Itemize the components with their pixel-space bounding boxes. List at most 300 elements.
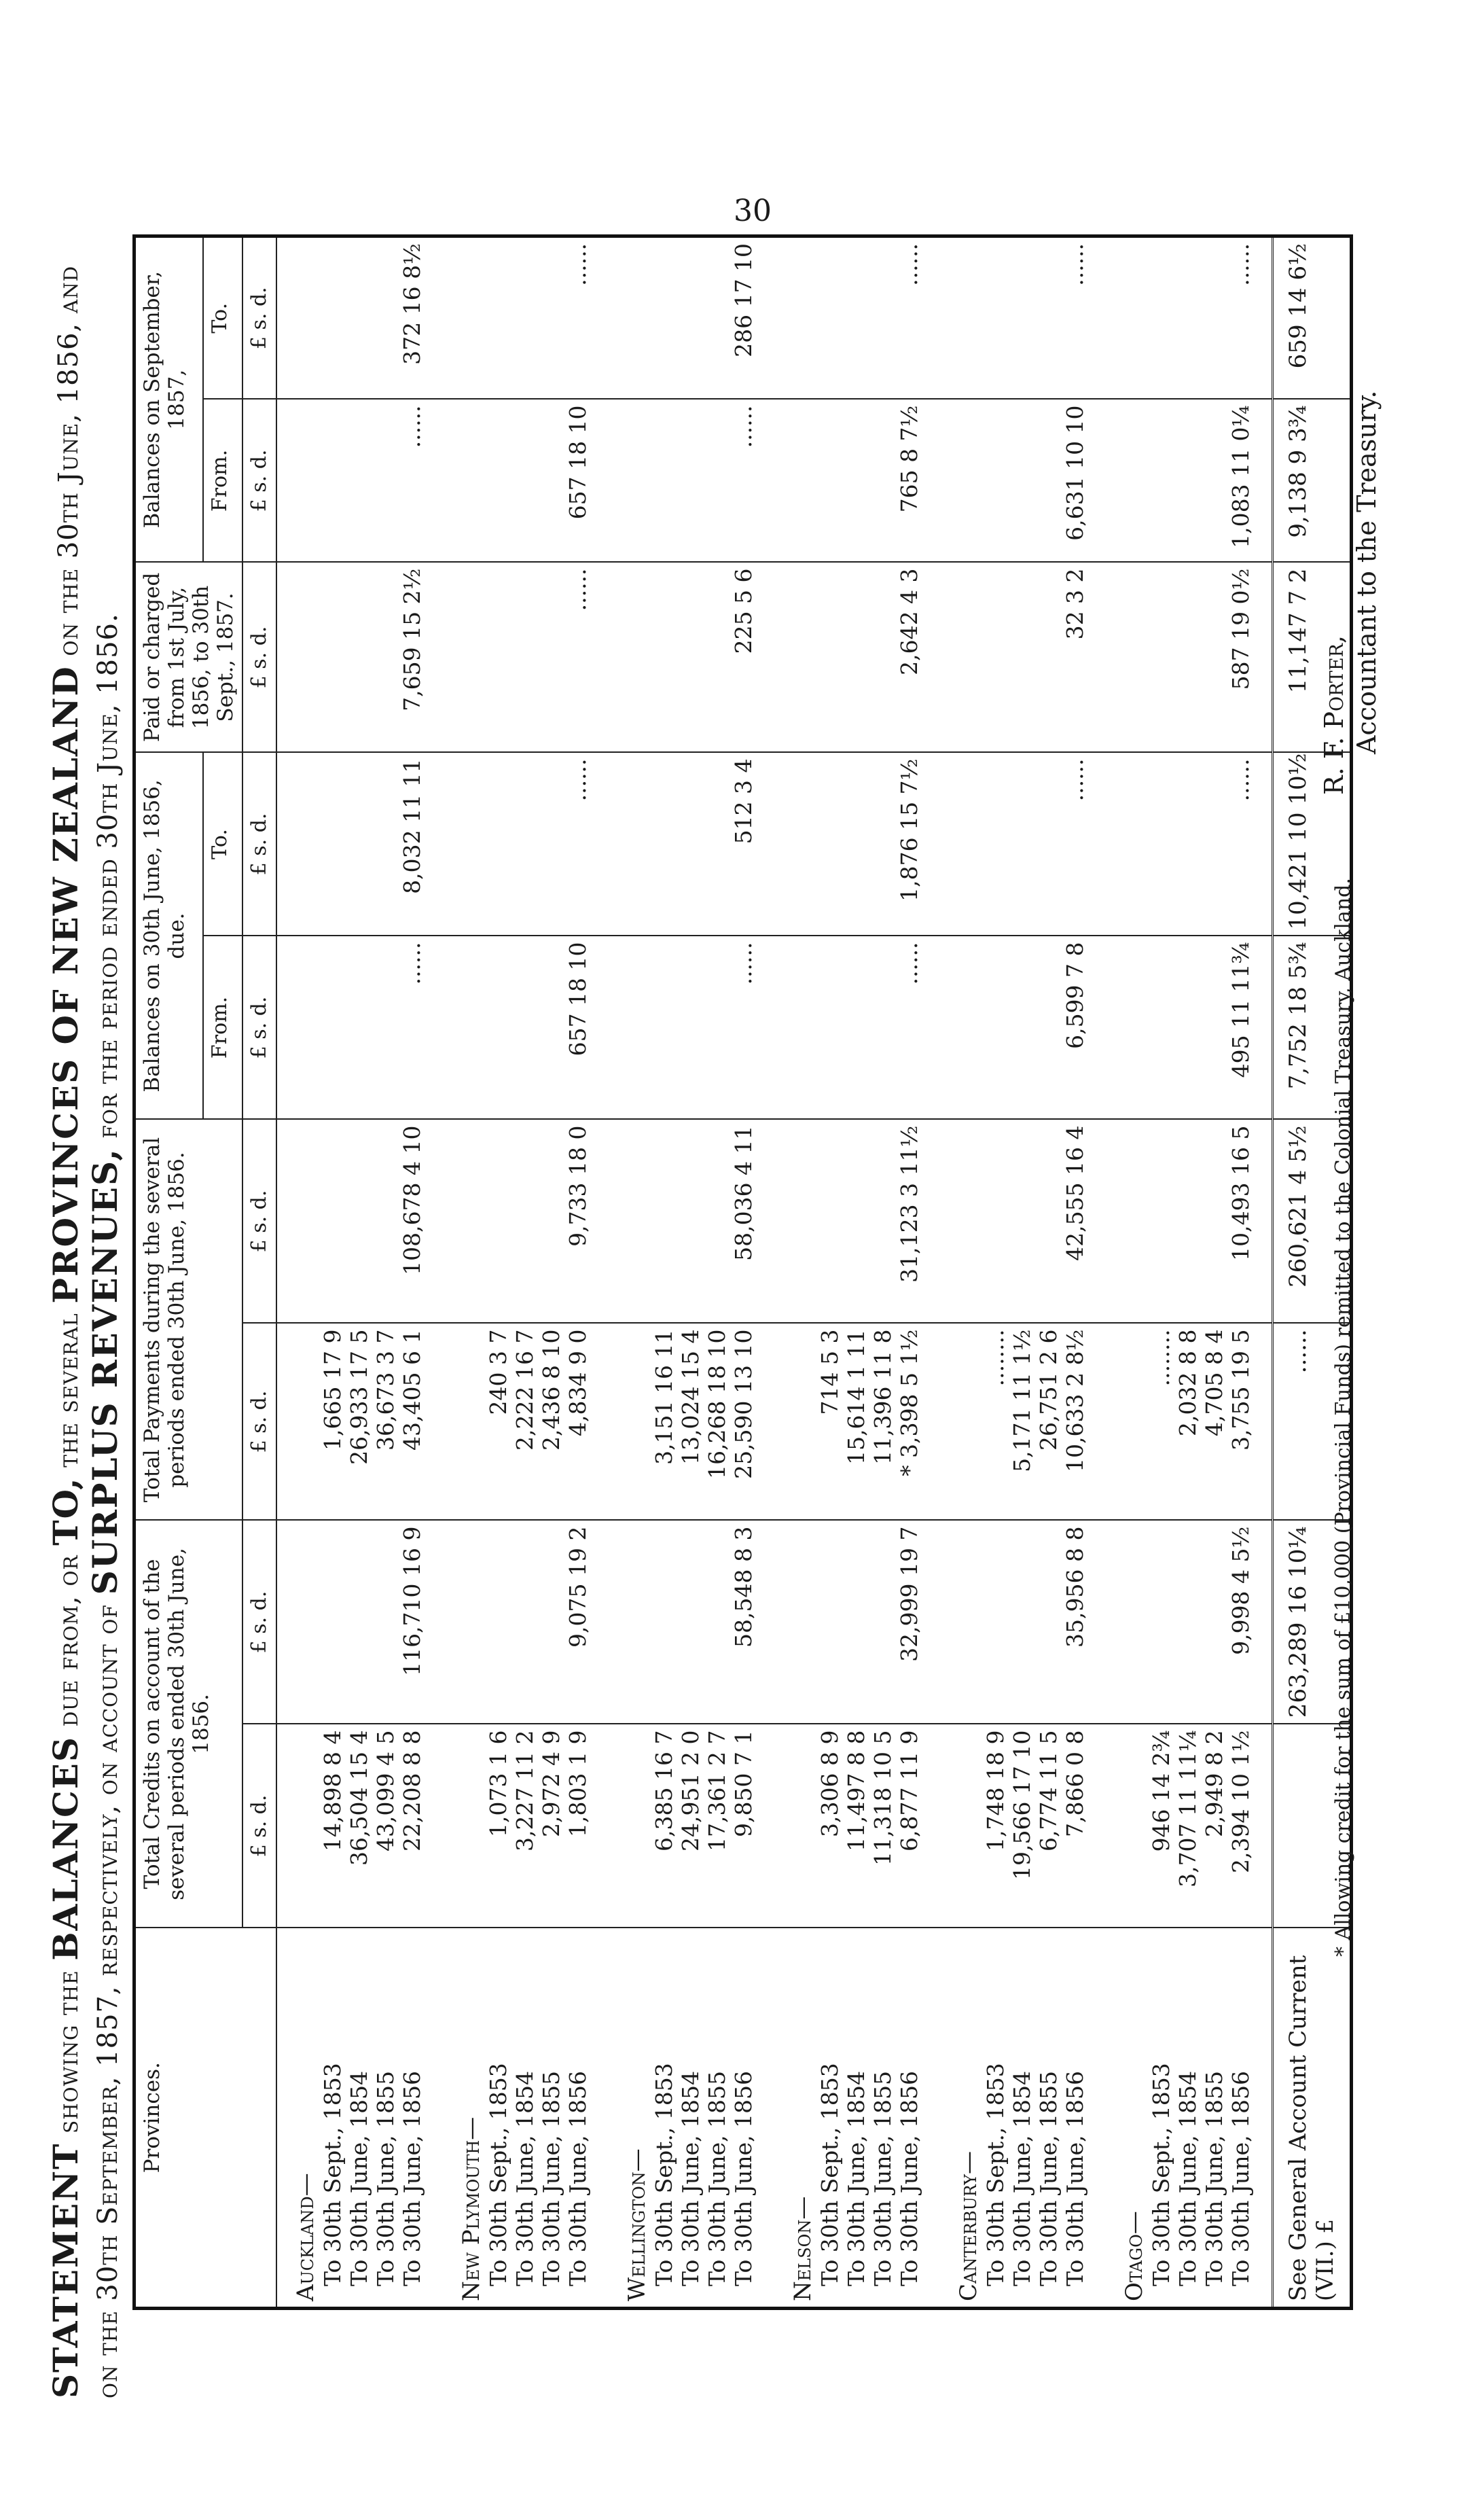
- empty-cell: [372, 562, 399, 752]
- empty-cell: [443, 236, 485, 399]
- empty-cell: [538, 752, 564, 936]
- province-name: Canterbury—: [940, 1928, 982, 2309]
- empty-cell: [704, 752, 730, 936]
- empty-cell: [843, 936, 869, 1119]
- credit-value: 2,972 4 9: [538, 1724, 564, 1928]
- empty-cell: [982, 1520, 1009, 1724]
- empty-cell: [609, 1323, 651, 1520]
- empty-cell: [485, 236, 511, 399]
- rotated-page: [0, 231, 1426, 2473]
- period-label: To 30th June, 1854: [843, 1928, 869, 2309]
- credit-value: 11,318 10 5: [869, 1724, 896, 1928]
- bal-june-to-header: To.: [203, 752, 242, 936]
- title-part: showing the: [53, 1970, 84, 2133]
- credit-value: 1,803 1 9: [564, 1724, 609, 1928]
- empty-cell: [1201, 236, 1227, 399]
- credit-value: 946 14 2¾: [1148, 1724, 1174, 1928]
- credit-value: 19,566 17 10: [1009, 1724, 1035, 1928]
- empty-cell: [1174, 562, 1201, 752]
- final-sept-to: 659 14 6½: [1273, 236, 1352, 399]
- empty-cell: [940, 1520, 982, 1724]
- empty-cell: [1174, 399, 1201, 562]
- credit-total: 9,075 19 2: [564, 1520, 609, 1724]
- footnote: * Allowing credit for the sum of £10,000 (Provincial Funds) remitted to the Colonial Treasury, Auckland.: [1331, 878, 1355, 1957]
- period-label: To 30th June, 1856: [399, 1928, 443, 2309]
- final-payment: ......: [1273, 1323, 1352, 1520]
- table-row: [843, 236, 869, 2308]
- credit-value: 2,394 10 1½: [1227, 1724, 1273, 1928]
- empty-cell: [869, 562, 896, 752]
- paid-value: ......: [564, 562, 609, 752]
- empty-cell: [774, 752, 816, 936]
- payment-value: ........: [1148, 1323, 1174, 1520]
- empty-cell: [940, 399, 982, 562]
- period-label: To 30th June, 1854: [677, 1928, 704, 2309]
- final-bal-to: 10,421 10 10½: [1273, 752, 1352, 936]
- empty-cell: [1009, 1119, 1035, 1323]
- empty-cell: [443, 1520, 485, 1724]
- empty-cell: [276, 752, 319, 936]
- empty-cell: [511, 1520, 538, 1724]
- empty-cell: [1174, 1119, 1201, 1323]
- table-row: [1062, 236, 1106, 2308]
- payment-value: 2,436 8 10: [538, 1323, 564, 1520]
- province-name: Nelson—: [774, 1928, 816, 2309]
- period-label: To 30th June, 1856: [730, 1928, 774, 2309]
- empty-cell: [485, 562, 511, 752]
- period-label: To 30th June, 1855: [869, 1928, 896, 2309]
- empty-cell: [372, 399, 399, 562]
- empty-cell: [774, 562, 816, 752]
- empty-cell: [276, 236, 319, 399]
- empty-cell: [982, 1119, 1009, 1323]
- balance-june-from: ......: [896, 936, 940, 1119]
- empty-cell: [1201, 752, 1227, 936]
- empty-cell: [485, 1520, 511, 1724]
- paid-value: 225 5 6: [730, 562, 774, 752]
- empty-cell: [1106, 1520, 1148, 1724]
- unit-header: £ s. d.: [242, 1724, 276, 1928]
- empty-cell: [816, 1520, 843, 1724]
- empty-cell: [319, 1119, 346, 1323]
- empty-cell: [677, 752, 704, 936]
- empty-cell: [346, 752, 372, 936]
- empty-cell: [1201, 1119, 1227, 1323]
- table-row: [1009, 236, 1035, 2308]
- signature: [1318, 391, 1383, 795]
- empty-cell: [1106, 1323, 1148, 1520]
- empty-cell: [677, 236, 704, 399]
- empty-cell: [816, 236, 843, 399]
- bal-june-from-header: From.: [203, 936, 242, 1119]
- province-name: New Plymouth—: [443, 1928, 485, 2309]
- empty-cell: [276, 399, 319, 562]
- table-row: [896, 236, 940, 2308]
- empty-cell: [651, 236, 677, 399]
- balance-june-to: ......: [564, 752, 609, 936]
- final-label: See General Account Current (VII.) £: [1273, 1928, 1352, 2309]
- empty-cell: [816, 399, 843, 562]
- unit-header: £ s. d.: [242, 752, 276, 936]
- empty-cell: [1148, 562, 1174, 752]
- empty-cell: [346, 236, 372, 399]
- unit-header: £ s. d.: [242, 1119, 276, 1323]
- bal-sept-to-header: To.: [203, 236, 242, 399]
- table-row: [1201, 236, 1227, 2308]
- title-part: TO,: [46, 1476, 86, 1546]
- empty-cell: [609, 752, 651, 936]
- payment-value: 10,633 2 8½: [1062, 1323, 1106, 1520]
- credit-total: 32,999 19 7: [896, 1520, 940, 1724]
- empty-cell: [1035, 562, 1062, 752]
- table-row: [730, 236, 774, 2308]
- credit-value: 3,707 11 11¼: [1174, 1724, 1201, 1928]
- empty-cell: [511, 936, 538, 1119]
- signature-name: R. F. Porter,: [1319, 635, 1349, 795]
- empty-cell: [319, 562, 346, 752]
- payment-value: 26,751 2 6: [1035, 1323, 1062, 1520]
- table-row: [869, 236, 896, 2308]
- empty-cell: [346, 399, 372, 562]
- empty-cell: [774, 236, 816, 399]
- empty-cell: [1201, 399, 1227, 562]
- empty-cell: [346, 936, 372, 1119]
- paid-value: 32 3 2: [1062, 562, 1106, 752]
- payment-value: 26,933 17 5: [346, 1323, 372, 1520]
- empty-cell: [651, 562, 677, 752]
- empty-cell: [940, 752, 982, 936]
- empty-cell: [372, 236, 399, 399]
- empty-cell: [346, 1520, 372, 1724]
- empty-cell: [276, 936, 319, 1119]
- period-label: To 30th Sept., 1853: [982, 1928, 1009, 2309]
- final-sept-from: 9,138 9 3¾: [1273, 399, 1352, 562]
- empty-cell: [1035, 399, 1062, 562]
- empty-cell: [704, 399, 730, 562]
- balance-sept-to: ......: [1062, 236, 1106, 399]
- payment-total: 58,036 4 11: [730, 1119, 774, 1323]
- empty-cell: [677, 1119, 704, 1323]
- empty-cell: [1148, 936, 1174, 1119]
- empty-cell: [1148, 1119, 1174, 1323]
- empty-cell: [774, 1119, 816, 1323]
- payments-header: Total Payments during the several periods ended 30th June, 1856.: [134, 1119, 243, 1520]
- payment-value: * 3,398 5 1½: [896, 1323, 940, 1520]
- empty-cell: [651, 752, 677, 936]
- empty-cell: [511, 562, 538, 752]
- empty-cell: [1148, 1520, 1174, 1724]
- empty-cell: [869, 1119, 896, 1323]
- empty-cell: [816, 1119, 843, 1323]
- credit-value: 2,949 8 2: [1201, 1724, 1227, 1928]
- period-label: To 30th June, 1855: [1035, 1928, 1062, 2309]
- empty-cell: [1106, 1119, 1148, 1323]
- empty-cell: [319, 752, 346, 936]
- empty-cell: [1201, 936, 1227, 1119]
- table-row: [816, 236, 843, 2308]
- title-part: the several: [53, 1313, 84, 1468]
- empty-cell: [1009, 752, 1035, 936]
- table-row: [511, 236, 538, 2308]
- credit-value: 6,774 11 5: [1035, 1724, 1062, 1928]
- province-header-row: [940, 236, 982, 2308]
- empty-cell: [1201, 1520, 1227, 1724]
- empty-cell: [1201, 562, 1227, 752]
- empty-cell: [443, 1323, 485, 1520]
- payment-value: 714 5 3: [816, 1323, 843, 1520]
- empty-cell: [372, 1119, 399, 1323]
- balance-sept-to: ......: [1227, 236, 1273, 399]
- empty-cell: [346, 1119, 372, 1323]
- payment-value: 240 3 7: [485, 1323, 511, 1520]
- final-payment-total: 260,621 4 5½: [1273, 1119, 1352, 1323]
- empty-cell: [677, 936, 704, 1119]
- period-label: To 30th Sept., 1853: [816, 1928, 843, 2309]
- empty-cell: [704, 1520, 730, 1724]
- table-row: [704, 236, 730, 2308]
- period-label: To 30th Sept., 1853: [1148, 1928, 1174, 2309]
- empty-cell: [485, 936, 511, 1119]
- empty-cell: [1035, 752, 1062, 936]
- empty-cell: [843, 1119, 869, 1323]
- credit-value: 3,306 8 9: [816, 1724, 843, 1928]
- payment-total: 42,555 16 4: [1062, 1119, 1106, 1323]
- credit-value: 9,850 7 1: [730, 1724, 774, 1928]
- empty-cell: [1106, 236, 1148, 399]
- credit-value: 1,748 18 9: [982, 1724, 1009, 1928]
- period-label: To 30th June, 1855: [372, 1928, 399, 2309]
- payment-value: 1,665 17 9: [319, 1323, 346, 1520]
- table-row: [651, 236, 677, 2308]
- credit-total: 58,548 8 3: [730, 1520, 774, 1724]
- balance-june-to: 1,876 15 7½: [896, 752, 940, 936]
- credit-total: 35,956 8 8: [1062, 1520, 1106, 1724]
- payment-value: 4,705 8 4: [1201, 1323, 1227, 1520]
- balance-june-to: ......: [1227, 752, 1273, 936]
- payment-value: 4,834 9 0: [564, 1323, 609, 1520]
- balance-sept-from: 6,631 10 10: [1062, 399, 1106, 562]
- balance-june-to: ......: [1062, 752, 1106, 936]
- empty-cell: [1174, 1520, 1201, 1724]
- empty-cell: [609, 236, 651, 399]
- empty-cell: [609, 562, 651, 752]
- credit-value: 14,898 8 4: [319, 1724, 346, 1928]
- province-name: Wellington—: [609, 1928, 651, 2309]
- payment-value: 5,171 11 1½: [1009, 1323, 1035, 1520]
- balance-june-from: 657 18 10: [564, 936, 609, 1119]
- credit-value: 24,951 2 0: [677, 1724, 704, 1928]
- empty-cell: [843, 752, 869, 936]
- empty-cell: [511, 752, 538, 936]
- empty-cell: [538, 399, 564, 562]
- balance-sept-from: ......: [399, 399, 443, 562]
- paid-header: Paid or charged from 1st July, 1856, to 30th Sept., 1857.: [134, 562, 243, 752]
- empty-cell: [276, 1323, 319, 1520]
- table-row: [399, 236, 443, 2308]
- table-row: [1227, 236, 1273, 2308]
- province-header-row: [1106, 236, 1148, 2308]
- empty-cell: [1035, 936, 1062, 1119]
- empty-cell: [816, 936, 843, 1119]
- empty-cell: [346, 562, 372, 752]
- empty-cell: [982, 752, 1009, 936]
- empty-cell: [651, 1520, 677, 1724]
- balance-june-from: 6,599 7 8: [1062, 936, 1106, 1119]
- empty-cell: [704, 562, 730, 752]
- final-bal-from: 7,752 18 5¾: [1273, 936, 1352, 1119]
- empty-cell: [869, 236, 896, 399]
- empty-cell: [982, 399, 1009, 562]
- period-label: To 30th June, 1854: [511, 1928, 538, 2309]
- empty-cell: [443, 1119, 485, 1323]
- empty-cell: [538, 936, 564, 1119]
- period-label: To 30th June, 1855: [538, 1928, 564, 2309]
- credit-value: 6,385 16 7: [651, 1724, 677, 1928]
- period-label: To 30th June, 1854: [346, 1928, 372, 2309]
- empty-cell: [538, 236, 564, 399]
- credit-value: 43,099 4 5: [372, 1724, 399, 1928]
- empty-cell: [485, 1119, 511, 1323]
- payment-value: 16,268 18 10: [704, 1323, 730, 1520]
- balance-sept-from: 765 8 7½: [896, 399, 940, 562]
- period-label: To 30th June, 1855: [704, 1928, 730, 2309]
- payment-value: 43,405 6 1: [399, 1323, 443, 1520]
- empty-cell: [982, 936, 1009, 1119]
- empty-cell: [651, 936, 677, 1119]
- empty-cell: [843, 562, 869, 752]
- empty-cell: [651, 399, 677, 562]
- empty-cell: [443, 562, 485, 752]
- payment-value: 13,024 15 4: [677, 1323, 704, 1520]
- period-label: To 30th June, 1856: [1227, 1928, 1273, 2309]
- payment-value: 15,614 1 11: [843, 1323, 869, 1520]
- empty-cell: [319, 399, 346, 562]
- credit-value: 11,497 8 8: [843, 1724, 869, 1928]
- empty-cell: [816, 562, 843, 752]
- page-number: 30: [734, 194, 772, 228]
- table-row: [1174, 236, 1201, 2308]
- empty-cell: [774, 1724, 816, 1928]
- unit-header: £ s. d.: [242, 399, 276, 562]
- empty-cell: [704, 936, 730, 1119]
- province-header-row: [609, 236, 651, 2308]
- province-header-row: [276, 236, 319, 2308]
- credit-value: 7,866 0 8: [1062, 1724, 1106, 1928]
- table-row: [319, 236, 346, 2308]
- title-part: SURPLUS REVENUES,: [85, 1148, 125, 1595]
- balance-sept-from: 657 18 10: [564, 399, 609, 562]
- credit-total: 116,710 16 9: [399, 1520, 443, 1724]
- empty-cell: [485, 752, 511, 936]
- empty-cell: [511, 1119, 538, 1323]
- empty-cell: [609, 1724, 651, 1928]
- empty-cell: [677, 1520, 704, 1724]
- empty-cell: [869, 399, 896, 562]
- empty-cell: [319, 1520, 346, 1724]
- empty-cell: [869, 1520, 896, 1724]
- balance-june-from: ......: [730, 936, 774, 1119]
- empty-cell: [843, 236, 869, 399]
- province-name: Otago—: [1106, 1928, 1148, 2309]
- empty-cell: [609, 1520, 651, 1724]
- empty-cell: [1148, 236, 1174, 399]
- empty-cell: [1009, 936, 1035, 1119]
- unit-header: £ s. d.: [242, 936, 276, 1119]
- payment-total: 31,123 3 11½: [896, 1119, 940, 1323]
- table-row: [677, 236, 704, 2308]
- signature-title: Accountant to the Treasury.: [1352, 390, 1382, 754]
- title-part: STATEMENT: [46, 2142, 86, 2398]
- provinces-header: Provinces.: [134, 1928, 277, 2309]
- empty-cell: [538, 562, 564, 752]
- empty-cell: [1106, 1724, 1148, 1928]
- final-credit: 263,289 16 10¼: [1273, 1520, 1352, 1724]
- empty-cell: [774, 399, 816, 562]
- empty-cell: [1009, 562, 1035, 752]
- unit-header: £ s. d.: [242, 1520, 276, 1724]
- period-label: To 30th Sept., 1853: [485, 1928, 511, 2309]
- empty-cell: [609, 1119, 651, 1323]
- payment-value: 25,590 13 10: [730, 1323, 774, 1520]
- bal-sept-header: Balances on September, 1857,: [134, 236, 204, 562]
- empty-cell: [276, 1119, 319, 1323]
- empty-cell: [319, 936, 346, 1119]
- empty-cell: [982, 236, 1009, 399]
- empty-cell: [443, 399, 485, 562]
- title-part: BALANCES: [46, 1735, 86, 1961]
- empty-cell: [1035, 236, 1062, 399]
- table-row: [538, 236, 564, 2308]
- empty-cell: [704, 236, 730, 399]
- empty-cell: [609, 936, 651, 1119]
- credits-header: Total Credits on account of the several periods ended 30th June, 1856.: [134, 1520, 243, 1928]
- credit-value: 36,504 15 4: [346, 1724, 372, 1928]
- empty-cell: [443, 752, 485, 936]
- credit-value: 1,073 1 6: [485, 1724, 511, 1928]
- payment-value: 3,755 19 5: [1227, 1323, 1273, 1520]
- period-label: To 30th June, 1856: [1062, 1928, 1106, 2309]
- unit-header: £ s. d.: [242, 562, 276, 752]
- empty-cell: [511, 399, 538, 562]
- empty-cell: [940, 1724, 982, 1928]
- empty-cell: [1148, 399, 1174, 562]
- empty-cell: [774, 1520, 816, 1724]
- empty-cell: [319, 236, 346, 399]
- empty-cell: [538, 1520, 564, 1724]
- table-row: [1148, 236, 1174, 2308]
- unit-header: £ s. d.: [242, 1323, 276, 1520]
- title-part: on the 30th June, 1856, and on the 30th September, 1857, respectively, on account of: [53, 265, 124, 2398]
- empty-cell: [1009, 1520, 1035, 1724]
- empty-cell: [651, 1119, 677, 1323]
- bal-sept-from-header: From.: [203, 399, 242, 562]
- empty-cell: [1106, 752, 1148, 936]
- table-row: [346, 236, 372, 2308]
- period-label: To 30th Sept., 1853: [651, 1928, 677, 2309]
- credit-value: 6,877 11 9: [896, 1724, 940, 1928]
- empty-cell: [443, 1724, 485, 1928]
- payment-value: 3,151 16 11: [651, 1323, 677, 1520]
- payment-value: 2,222 16 7: [511, 1323, 538, 1520]
- paid-value: 7,659 15 2½: [399, 562, 443, 752]
- empty-cell: [774, 1323, 816, 1520]
- empty-cell: [609, 399, 651, 562]
- table-row: [485, 236, 511, 2308]
- empty-cell: [372, 936, 399, 1119]
- payment-value: 2,032 8 8: [1174, 1323, 1201, 1520]
- balance-june-from: ......: [399, 936, 443, 1119]
- unit-header: £ s. d.: [242, 236, 276, 399]
